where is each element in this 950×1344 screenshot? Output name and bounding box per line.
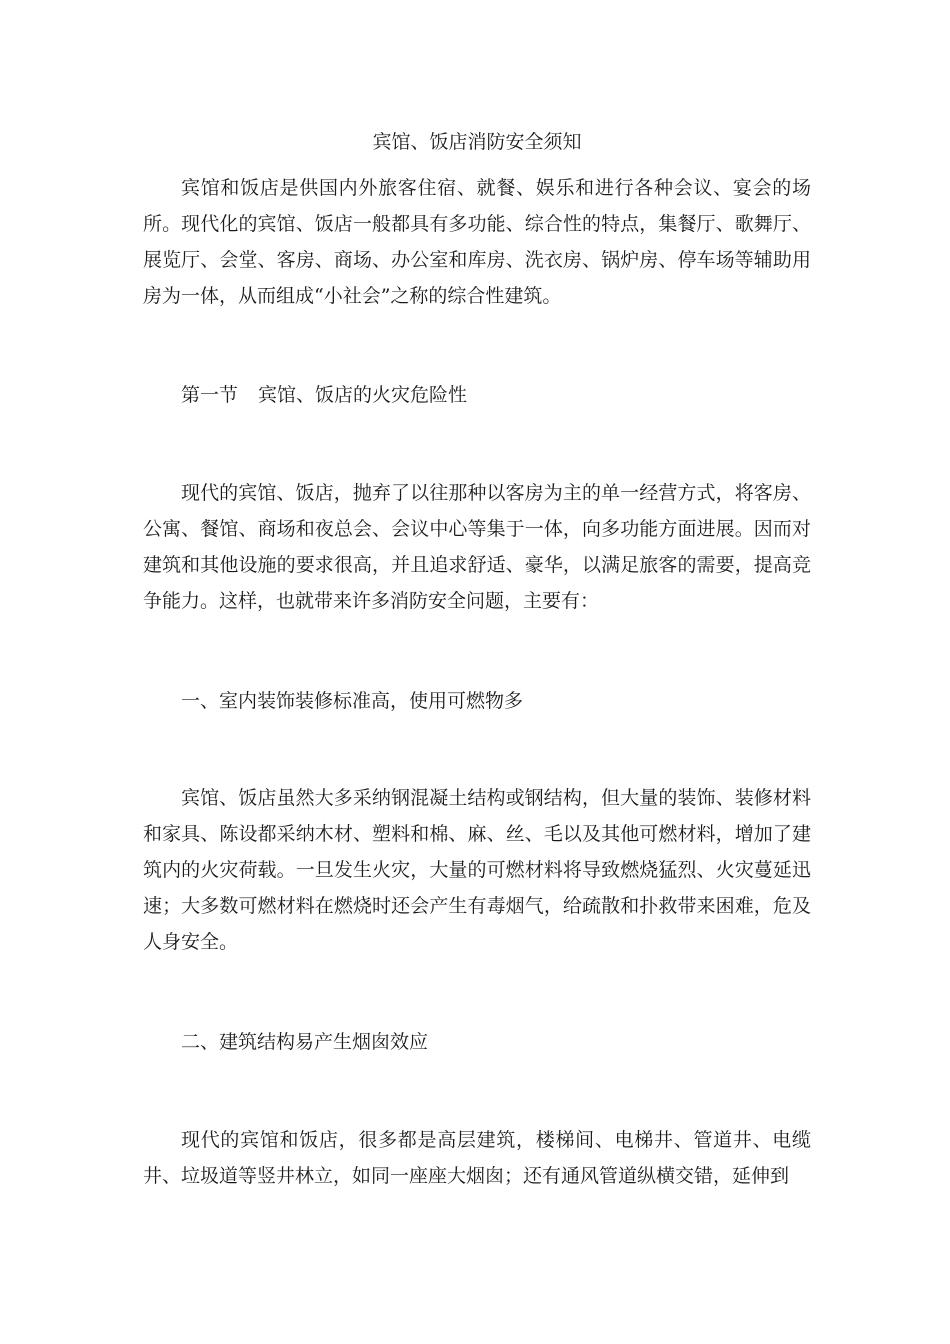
point1-paragraph: 宾馆、饭店虽然大多采纳钢混凝土结构或钢结构，但大量的装饰、装修材料和家具、陈设都采纳木材、塑料和棉、麻、丝、毛以及其他可燃材料，增加了建筑内的火灾荷载。一旦发生火灾，大量的可燃材料将导致燃烧猛烈、火灾蔓延迅速；大多数可燃材料在燃烧时还会产生有毒烟气，给疏散和扑救带来困难，危及人身安全。 [143,787,811,953]
point2-heading: 二、建筑结构易产生烟囱效应 [181,1031,429,1053]
point2-paragraph: 现代的宾馆和饭店，很多都是高层建筑，楼梯间、电梯井、管道井、电缆井、垃圾道等竖井林立，如同一座座大烟囱；还有通风管道纵横交错，延伸到 [143,1129,811,1187]
section-paragraph: 现代的宾馆、饭店，抛弃了以往那种以客房为主的单一经营方式，将客房、公寓、餐馆、商场和夜总会、会议中心等集于一体，向多功能方面进展。因而对建筑和其他设施的要求很高，并且追求舒适、豪华，以满足旅客的需要，提高竞争能力。这样，也就带来许多消防安全问题，主要有： [143,482,811,612]
intro-paragraph: 宾馆和饭店是供国内外旅客住宿、就餐、娱乐和进行各种会议、宴会的场所。现代化的宾馆、饭店一般都具有多功能、综合性的特点，集餐厅、歌舞厅、展览厅、会堂、客房、商场、办公室和库房、洗衣房、锅炉房、停车场等辅助用房为一体，从而组成“小社会”之称的综合性建筑。 [143,177,811,307]
section-title: 宾馆、饭店的火灾危险性 [258,384,468,406]
section-label: 第一节 [181,384,239,406]
document-title: 宾馆、饭店消防安全须知 [372,131,582,153]
point1-heading: 一、室内装饰装修标准高，使用可燃物多 [181,690,524,712]
section-heading [181,377,467,413]
